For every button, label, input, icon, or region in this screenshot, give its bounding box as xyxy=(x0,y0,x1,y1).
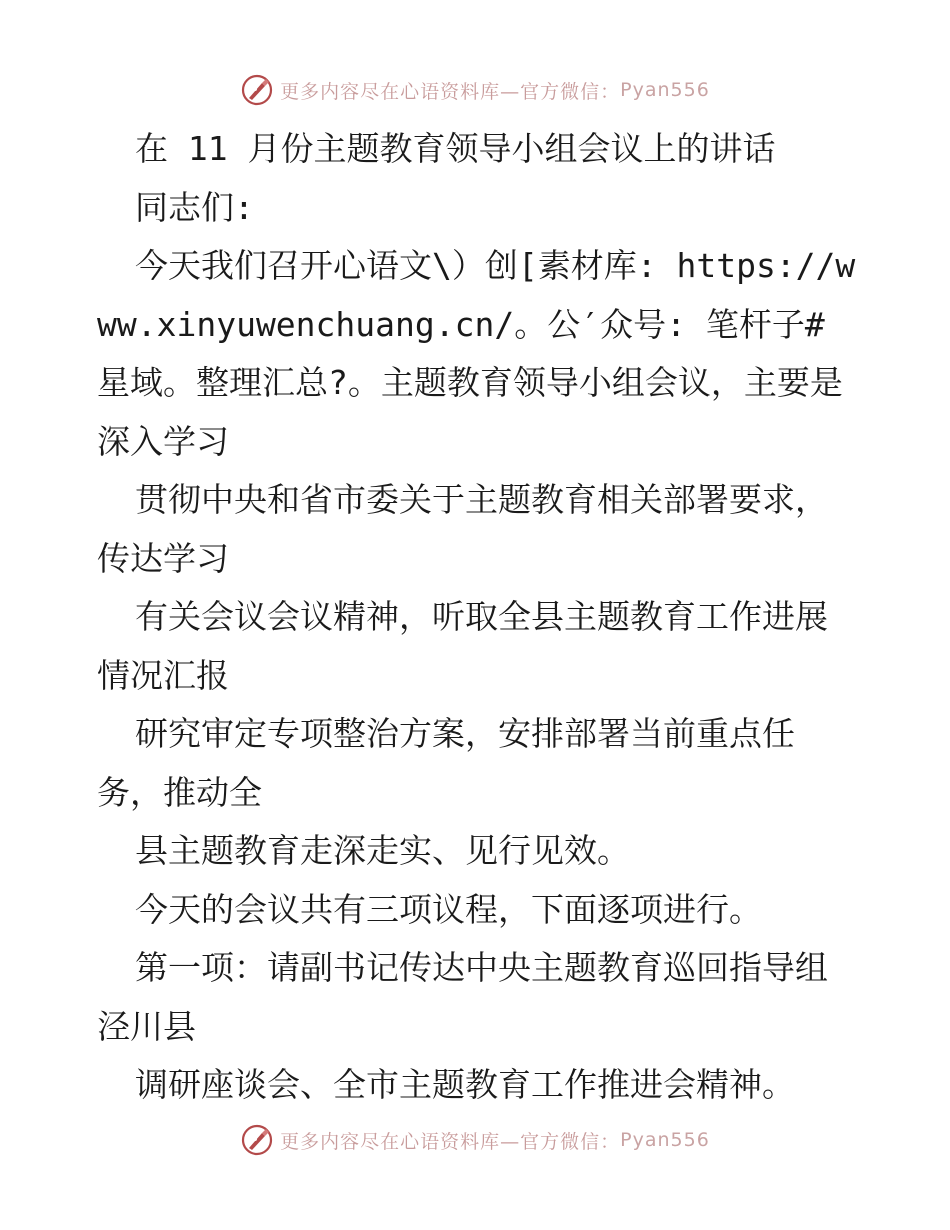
paragraph: 县主题教育走深走实、见行见效。 xyxy=(135,831,630,870)
watermark-account-text: Pyan556 xyxy=(620,1129,710,1151)
footer-watermark xyxy=(0,1120,950,1160)
paragraph: 调研座谈会、全市主题教育工作推进会精神。 xyxy=(135,1065,795,1104)
header-watermark xyxy=(0,70,950,110)
paragraph: 研究审定专项整治方案，安排部署当前重点任务，推动全 xyxy=(97,714,795,812)
paragraph: 贯彻中央和省市委关于主题教育相关部署要求，传达学习 xyxy=(97,480,828,578)
pen-seal-icon xyxy=(240,73,274,107)
paragraph: 第一项：请副书记传达中央主题教育巡回指导组泾川县 xyxy=(97,948,828,1046)
paragraph: 同志们: xyxy=(135,187,254,227)
document-title: 在 11 月份主题教育领导小组会议上的讲话 xyxy=(135,129,776,168)
watermark-brand-text: 更多内容尽在心语资料库—官方微信： xyxy=(280,1130,621,1153)
paragraph: 今天的会议共有三项议程，下面逐项进行。 xyxy=(135,889,762,929)
document-body xyxy=(97,120,857,1115)
watermark-account-text: Pyan556 xyxy=(620,79,710,101)
pen-seal-icon xyxy=(240,1123,274,1157)
paragraph: 今天我们召开心语文\）创[素材库: https://www.xinyuwenchuang.cn/。公′众号: 笔杆子#星域。整理汇总?。主题教育领导小组会议，主要是深入学习 xyxy=(97,246,856,461)
watermark-brand-text: 更多内容尽在心语资料库—官方微信： xyxy=(280,80,621,103)
paragraph: 有关会议会议精神，听取全县主题教育工作进展情况汇报 xyxy=(97,597,828,695)
